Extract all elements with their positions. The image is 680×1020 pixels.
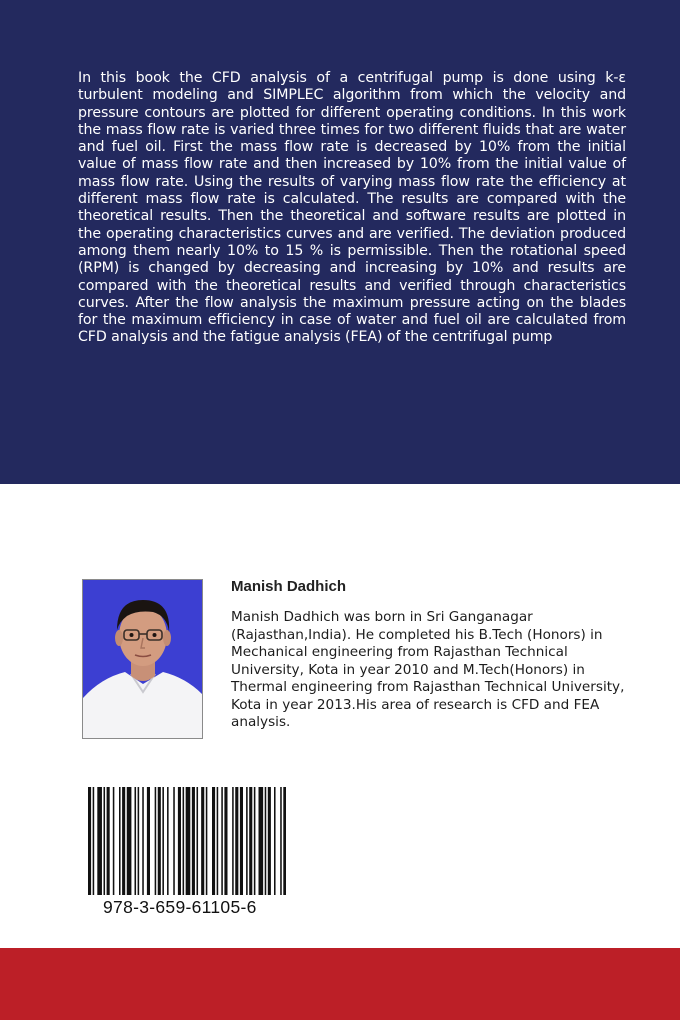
barcode-bar (183, 787, 185, 895)
barcode-bar (283, 787, 286, 895)
barcode-bar (178, 787, 181, 895)
barcode-bar (246, 787, 248, 895)
author-photo (82, 579, 203, 739)
barcode-bar (259, 787, 264, 895)
barcode-bar (97, 787, 102, 895)
barcode-bar (235, 787, 238, 895)
isbn-barcode (88, 787, 286, 895)
barcode-bar (104, 787, 106, 895)
barcode-bar (162, 787, 164, 895)
bottom-color-band (0, 948, 680, 1020)
barcode-bar (93, 787, 95, 895)
barcode-bar (113, 787, 115, 895)
barcode-bar (217, 787, 219, 895)
barcode-bar (221, 787, 223, 895)
barcode-bar (249, 787, 252, 895)
barcode-bar (206, 787, 208, 895)
barcode-bar (122, 787, 125, 895)
barcode-bar (142, 787, 144, 895)
barcode-bar (127, 787, 132, 895)
barcode-bar (155, 787, 157, 895)
barcode-bar (232, 787, 234, 895)
barcode-bar (186, 787, 191, 895)
barcode-bar (119, 787, 121, 895)
barcode-bar (268, 787, 271, 895)
barcode-bar (147, 787, 150, 895)
barcode-bar (197, 787, 199, 895)
barcode-bar (254, 787, 256, 895)
book-description: In this book the CFD analysis of a centrifugal pump is done using k-ε turbulent modeling and SIMPLEC algorithm from which the velocity and pressure contours are plotted for different operating conditions. In this work the mass flow rate is varied three times for two different fluids that are water and fuel oil. First the mass flow rate is decreased by 10% from the initial value of mass flow rate and then increased by 10% from the initial value of mass flow rate. Using the results of varying mass flow rate the efficiency at different mass flow rate is calculated. The results are compared with the theoretical results. Then the theoretical and software results are plotted in the operating characteristics curves and are verified. The deviation produced among them nearly 10% to 15 % is permissible. Then the rotational speed (RPM) is changed by decreasing and increasing by 10% and results are compared with the theoretical results and verified through characteristics curves. After the flow analysis the maximum pressure acting on the blades for the maximum efficiency in case of water and fuel oil are calculated from CFD analysis and the fatigue analysis (FEA) of the centrifugal pump (78, 70, 626, 346)
author-portrait-image (83, 580, 203, 739)
author-bio: Manish Dadhich was born in Sri Ganganagar (Rajasthan,India). He completed his B.Tech (Honors) in Mechanical engineering from Rajasthan Technical University, Kota in year 2010 and M.Tech(Honors) in Thermal engineering from Rajasthan Technical University, Kota in year 2013.His area of research is CFD and FEA analysis. (231, 609, 625, 730)
blurb-panel (0, 0, 680, 484)
barcode-bar (158, 787, 161, 895)
barcode-bar (192, 787, 195, 895)
barcode-bar (212, 787, 215, 895)
author-name: Manish Dadhich (231, 578, 347, 595)
barcode-bar (201, 787, 204, 895)
barcode-bar (173, 787, 175, 895)
barcode-bar (274, 787, 276, 895)
barcode-bar (88, 787, 91, 895)
barcode-bar (280, 787, 282, 895)
barcode-bar (265, 787, 267, 895)
barcode-bar (224, 787, 227, 895)
barcode-bar (135, 787, 137, 895)
barcode-bar (107, 787, 110, 895)
barcode-bar (240, 787, 243, 895)
barcode-bar (167, 787, 169, 895)
barcode-bar (138, 787, 140, 895)
isbn-number: 978-3-659-61105-6 (103, 897, 257, 917)
